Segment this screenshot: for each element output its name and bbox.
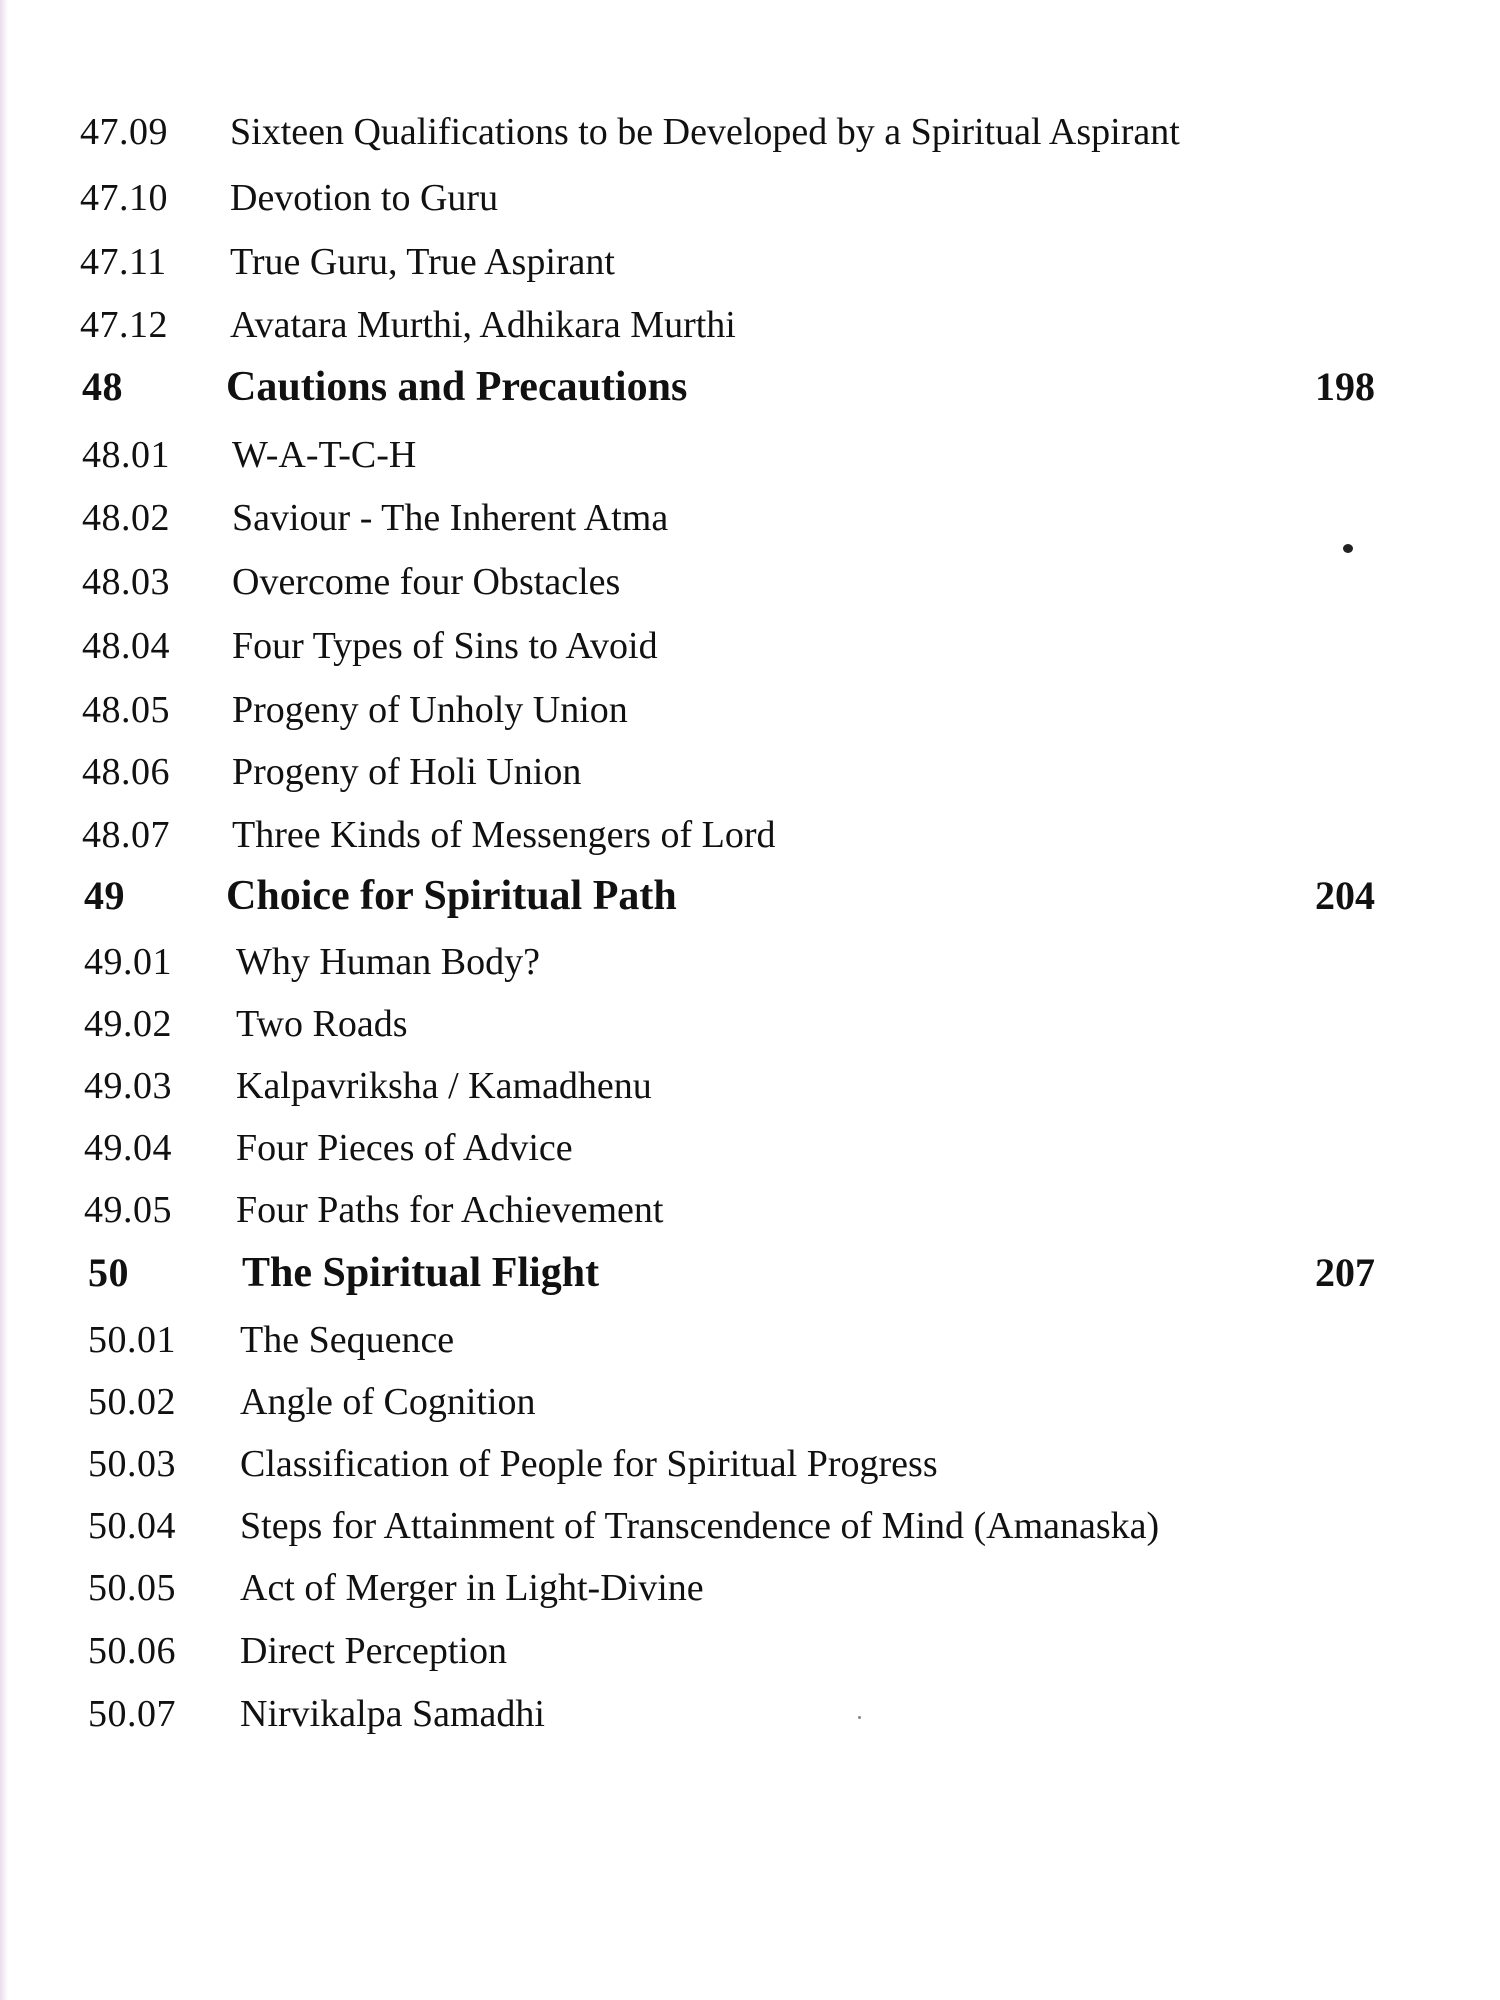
section-title: Saviour - The Inherent Atma [232,497,669,539]
toc-chapter-entry [0,1243,1500,1303]
section-number: 50.06 [88,1630,176,1672]
toc-entry [0,1621,1500,1681]
toc-chapter-entry [0,357,1500,417]
section-number: 50.02 [88,1381,176,1423]
toc-entry [0,680,1500,740]
section-number: 50.01 [88,1319,176,1361]
section-number: 48.03 [82,561,170,603]
section-number: 49.05 [84,1189,172,1231]
section-number: 48.02 [82,497,170,539]
section-number: 49.03 [84,1065,172,1107]
section-title: Why Human Body? [236,941,540,983]
section-title: Sixteen Qualifications to be Developed by a Spiritual Aspirant [230,111,1180,153]
toc-entry [0,168,1500,228]
chapter-page-number: 207 [1315,1250,1375,1295]
toc-entry [0,295,1500,355]
toc-entry [0,102,1500,162]
section-title: Direct Perception [240,1630,507,1672]
print-speck [1343,544,1353,553]
section-number: 50.04 [88,1505,176,1547]
toc-entry [0,1180,1500,1240]
toc-entry [0,932,1500,992]
section-title: Act of Merger in Light-Divine [240,1567,704,1609]
toc-entry [0,1684,1500,1744]
toc-entry [0,1056,1500,1116]
section-title: Four Pieces of Advice [236,1127,573,1169]
section-number: 47.09 [80,111,168,153]
section-number: 49.01 [84,941,172,983]
chapter-title: The Spiritual Flight [242,1250,600,1296]
section-number: 50.05 [88,1567,176,1609]
section-title: Three Kinds of Messengers of Lord [232,814,776,856]
toc-entry [0,616,1500,676]
section-number: 50.03 [88,1443,176,1485]
section-title: Four Types of Sins to Avoid [232,625,658,667]
section-number: 47.10 [80,177,168,219]
section-number: 48.05 [82,689,170,731]
toc-entry [0,1496,1500,1556]
section-title: Kalpavriksha / Kamadhenu [236,1065,652,1107]
toc-entry [0,232,1500,292]
toc-entry [0,552,1500,612]
section-title: Angle of Cognition [240,1381,536,1423]
section-title: W-A-T-C-H [232,434,417,476]
toc-entry [0,1558,1500,1618]
toc-entry [0,425,1500,485]
section-title: Steps for Attainment of Transcendence of Mind (Amanaska) [240,1505,1160,1547]
toc-chapter-entry [0,866,1500,926]
section-number: 48.01 [82,434,170,476]
section-title: Nirvikalpa Samadhi [240,1693,545,1735]
section-title: Four Paths for Achievement [236,1189,664,1231]
section-number: 48.06 [82,751,170,793]
toc-entry [0,1118,1500,1178]
section-title: Progeny of Unholy Union [232,689,628,731]
section-title: Progeny of Holi Union [232,751,582,793]
chapter-page-number: 204 [1315,873,1375,918]
section-number: 48.04 [82,625,170,667]
section-title: Two Roads [236,1003,408,1045]
toc-entry [0,1372,1500,1432]
section-number: 49.04 [84,1127,172,1169]
toc-entry [0,994,1500,1054]
print-speck [858,1716,861,1719]
chapter-number: 48 [82,364,123,409]
chapter-number: 50 [88,1250,129,1295]
toc-entry [0,742,1500,802]
section-title: True Guru, True Aspirant [230,241,615,283]
toc-entry [0,805,1500,865]
chapter-title: Choice for Spiritual Path [226,873,677,919]
section-number: 47.12 [80,304,168,346]
section-title: Overcome four Obstacles [232,561,621,603]
section-number: 48.07 [82,814,170,856]
section-number: 49.02 [84,1003,172,1045]
toc-entry [0,488,1500,548]
section-number: 50.07 [88,1693,176,1735]
section-number: 47.11 [80,241,167,283]
chapter-number: 49 [84,873,125,918]
toc-entry [0,1310,1500,1370]
toc-entry [0,1434,1500,1494]
section-title: Classification of People for Spiritual Progress [240,1443,938,1485]
section-title: Devotion to Guru [230,177,499,219]
chapter-page-number: 198 [1315,364,1375,409]
section-title: Avatara Murthi, Adhikara Murthi [230,304,736,346]
chapter-title: Cautions and Precautions [226,364,688,410]
section-title: The Sequence [240,1319,455,1361]
